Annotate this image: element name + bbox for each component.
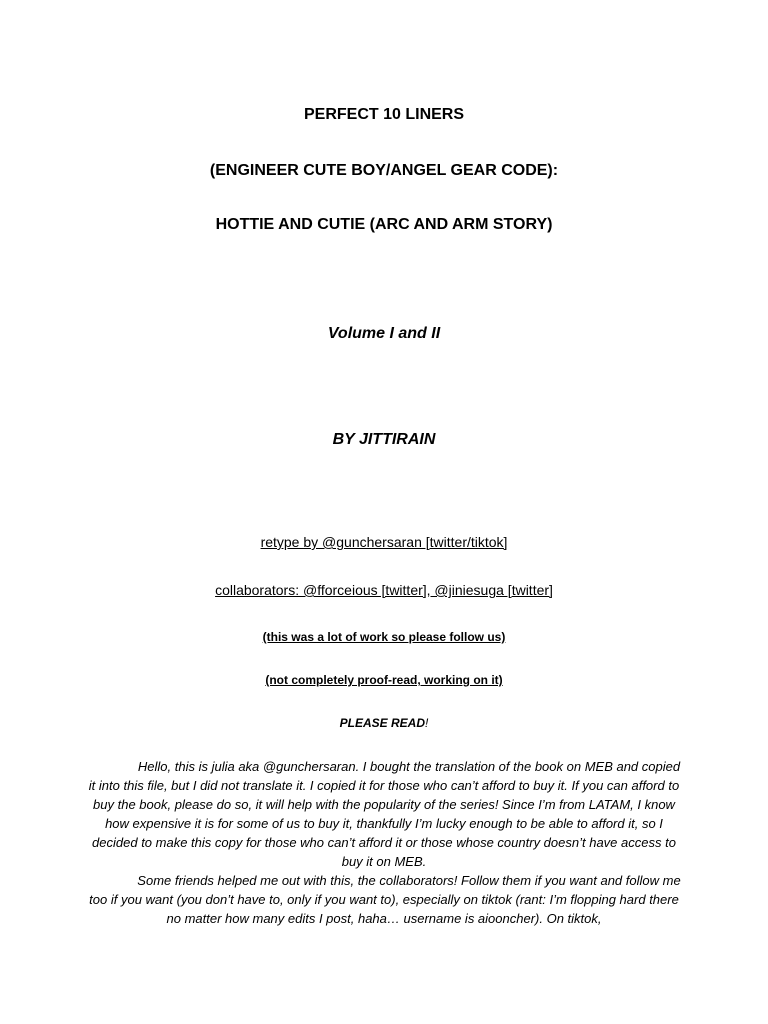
intro-paragraph-2: Some friends helped me out with this, the collaborators! Follow them if you want and follow me too if you want (you don’t have to, only if you want to), especially on tiktok (rant: I’m flopping hard there no matter how many edits I post, haha… username is aiooncher). On tiktok, xyxy=(89,873,681,926)
author-line: BY JITTIRAIN xyxy=(332,431,436,448)
retype-credit: retype by @gunchersaran [twitter/tiktok] xyxy=(260,534,508,550)
note-proofread: (not completely proof-read, working on it) xyxy=(265,673,503,687)
collaborators-credit: collaborators: @fforceious [twitter], @jiniesuga [twitter] xyxy=(215,582,553,598)
title-line-3: HOTTIE AND CUTIE (ARC AND ARM STORY) xyxy=(215,216,553,233)
intro-body xyxy=(86,757,682,928)
title-line-1: PERFECT 10 LINERS xyxy=(303,106,465,123)
volume-subtitle: Volume I and II xyxy=(327,325,441,342)
title-line-2: (ENGINEER CUTE BOY/ANGEL GEAR CODE): xyxy=(209,162,559,179)
please-read-heading xyxy=(0,716,768,730)
please-read-mark: ! xyxy=(425,716,429,730)
intro-paragraph-1: Hello, this is julia aka @gunchersaran. I bought the translation of the book on MEB and copied it into this file, but I did not translate it. I copied it for those who can’t afford to buy it. If you can afford to buy the book, please do so, it will help with the popularity of the series! Since I’m from LATAM, I know how expensive it is for some of us to buy it, thankfully I’m lucky enough to be able to afford it, so I decided to make this copy for those who can’t afford it or those whose country doesn’t have access to buy it on MEB. xyxy=(88,759,681,869)
please-read-label: PLEASE READ xyxy=(339,716,425,730)
note-follow-us: (this was a lot of work so please follow us) xyxy=(262,630,506,644)
